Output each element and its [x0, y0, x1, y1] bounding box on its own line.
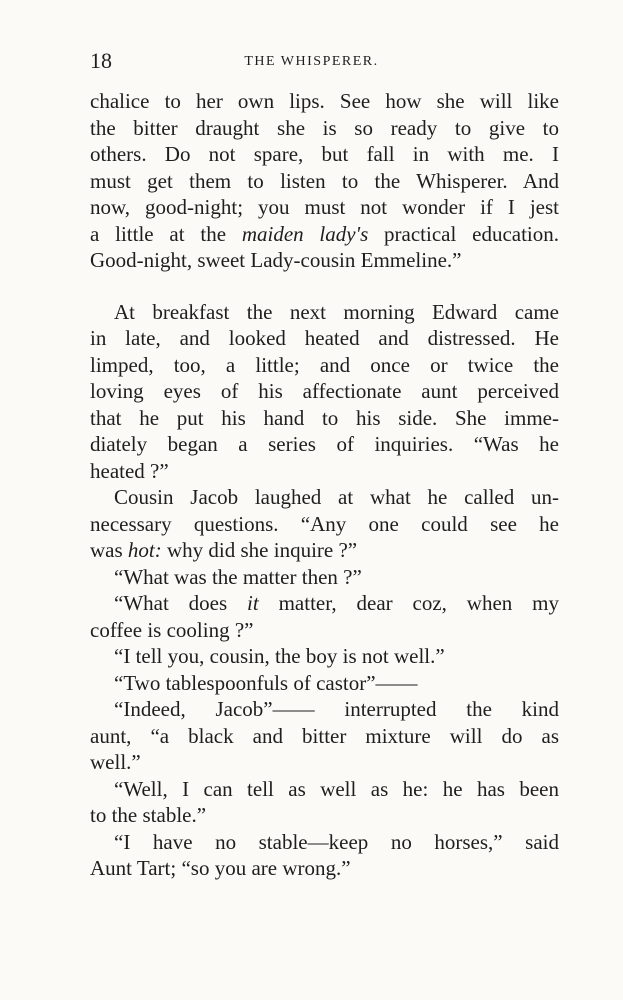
- text-line: “Indeed, Jacob”—— interrupted the kind: [114, 697, 559, 721]
- running-title: THE WHISPERER.: [244, 54, 379, 69]
- page-number: 18: [90, 48, 112, 73]
- body-text: [90, 88, 559, 882]
- text-line: At breakfast the next morning Edward came: [114, 299, 559, 324]
- text-line: “I have no stable—keep no horses,” said: [114, 829, 559, 854]
- text-line: now, good-night; you must not wonder if I jest: [90, 195, 559, 219]
- italic-text: hot:: [127, 538, 162, 562]
- text-line: the bitter draught she is so ready to give to: [90, 115, 559, 140]
- text-line: a little at the maiden lady's practical education.: [90, 221, 560, 246]
- text-line: aunt, “a black and bitter mixture will do as: [90, 723, 559, 748]
- text-line: Cousin Jacob laughed at what he called un-: [114, 485, 559, 509]
- text-line: diately began a series of inquiries. “Was he: [90, 432, 559, 456]
- text-line: well.”: [90, 750, 141, 774]
- text-line: “I tell you, cousin, the boy is not well.”: [114, 644, 445, 668]
- text-line: Aunt Tart; “so you are wrong.”: [90, 856, 351, 880]
- text-line: that he put his hand to his side. She imme-: [90, 405, 559, 430]
- paragraph-gap: [90, 274, 559, 299]
- text-line: to the stable.”: [90, 803, 207, 827]
- text-line: “Well, I can tell as well as he: he has been: [114, 776, 559, 801]
- page-header: [0, 48, 623, 78]
- text-line: must get them to listen to the Whisperer. And: [90, 168, 559, 193]
- text-line: Good-night, sweet Lady-cousin Emmeline.”: [90, 248, 462, 272]
- text-line: was hot: why did she inquire ?”: [90, 538, 358, 562]
- text-line: necessary questions. “Any one could see he: [90, 511, 559, 536]
- text-line: in late, and looked heated and distressed. He: [90, 326, 559, 350]
- text-line: limped, too, a little; and once or twice the: [90, 352, 559, 377]
- text-line: heated ?”: [90, 458, 169, 483]
- italic-text: maiden lady's: [241, 221, 369, 246]
- text-line: “What was the matter then ?”: [114, 564, 362, 589]
- text-line: others. Do not spare, but fall in with me. I: [90, 142, 559, 166]
- text-line: chalice to her own lips. See how she will like: [90, 89, 559, 113]
- text-line: loving eyes of his affectionate aunt perceived: [90, 379, 559, 403]
- text-line: coffee is cooling ?”: [90, 617, 254, 642]
- text-line: “What does it matter, dear coz, when my: [114, 591, 559, 615]
- italic-text: it: [247, 591, 259, 615]
- text-line: “Two tablespoonfuls of castor”——: [114, 670, 418, 695]
